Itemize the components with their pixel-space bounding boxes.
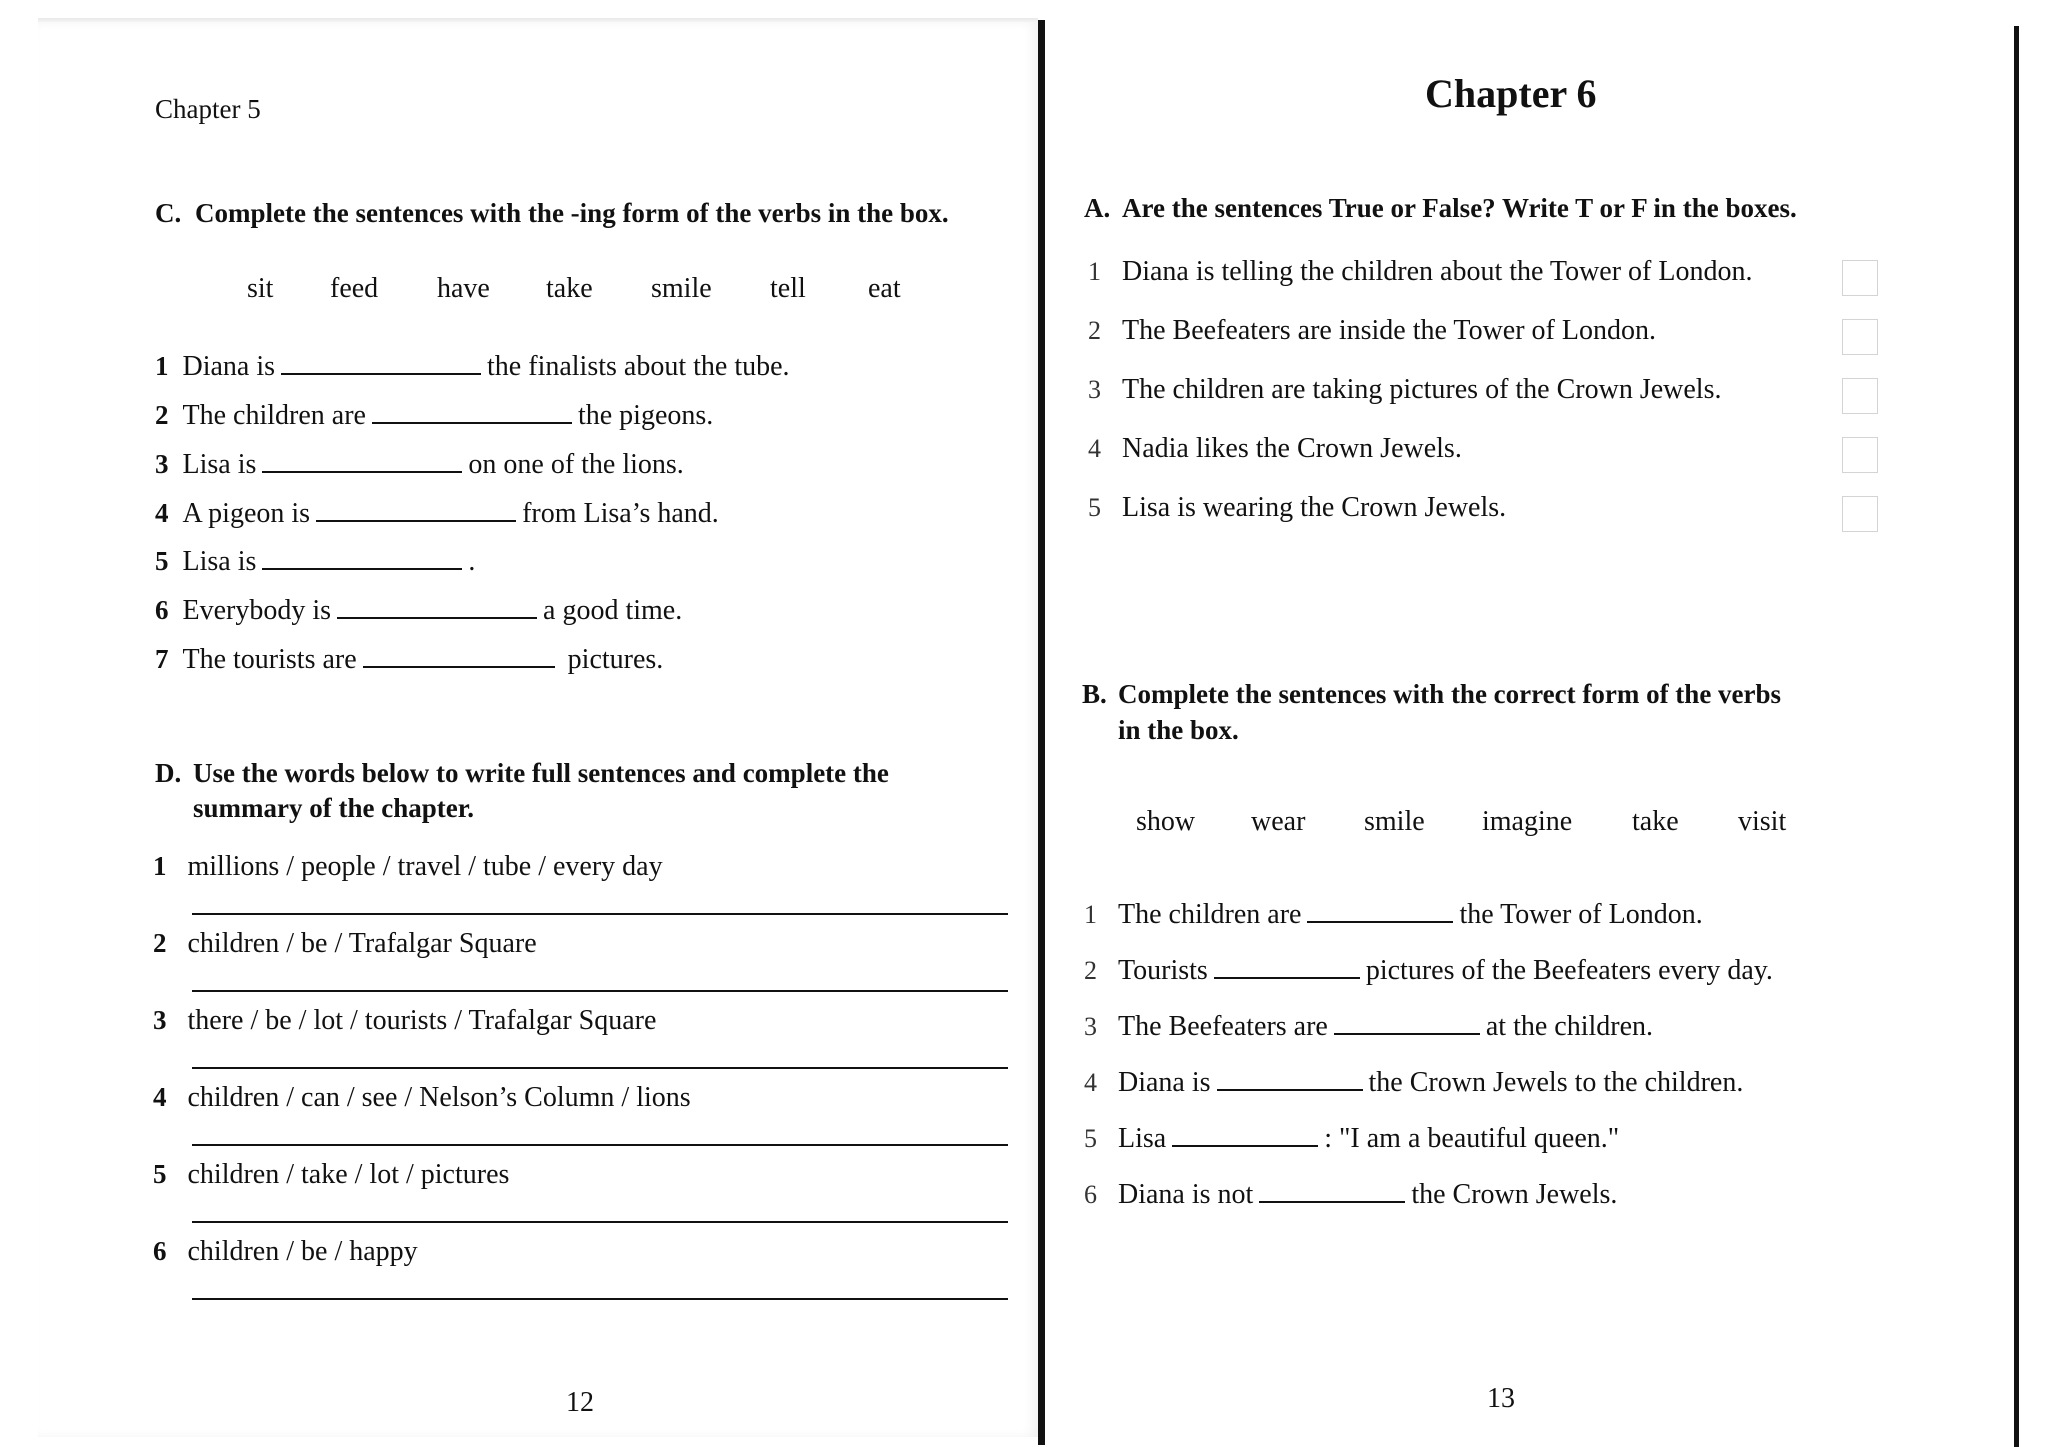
item-number: 5 — [155, 546, 169, 576]
word-box-item: show — [1136, 806, 1196, 837]
chapter-title: Chapter 6 — [1425, 71, 1597, 116]
item-number: 3 — [155, 449, 169, 479]
word-box-item: take — [546, 273, 593, 304]
answer-line[interactable] — [192, 1221, 1008, 1223]
item-prompt: children / be / Trafalgar Square — [187, 928, 537, 959]
exercise-item — [155, 400, 713, 432]
exercise-item — [1084, 1123, 1619, 1155]
item-number: 3 — [1088, 375, 1101, 404]
exercise-item — [1084, 1011, 1653, 1043]
item-statement: The Beefeaters are inside the Tower of London. — [1122, 315, 1656, 346]
page-number: 13 — [1487, 1383, 1515, 1414]
answer-box[interactable] — [1842, 260, 1878, 296]
item-number: 7 — [155, 644, 169, 674]
item-text-after: pictures of the Beefeaters every day. — [1365, 955, 1773, 986]
item-text-before: Diana is not — [1118, 1179, 1254, 1210]
item-number: 2 — [1088, 316, 1101, 345]
item-text-before: Lisa is — [182, 449, 257, 480]
exercise-item — [1084, 1179, 1617, 1211]
item-prompt: children / can / see / Nelson’s Column / lions — [187, 1082, 691, 1113]
fill-blank[interactable] — [1172, 1144, 1318, 1147]
fill-blank[interactable] — [281, 372, 481, 375]
item-number: 4 — [153, 1082, 167, 1112]
fill-blank[interactable] — [316, 519, 516, 522]
exercise-item — [153, 1005, 656, 1037]
fill-blank[interactable] — [1334, 1032, 1480, 1035]
item-number: 6 — [153, 1236, 167, 1266]
item-statement: The children are taking pictures of the Crown Jewels. — [1122, 374, 1722, 405]
exercise-item — [155, 546, 475, 578]
item-text-before: Everybody is — [182, 595, 332, 626]
word-box-item: take — [1632, 806, 1679, 837]
item-statement: Nadia likes the Crown Jewels. — [1122, 433, 1462, 464]
exercise-item — [1084, 1067, 1743, 1099]
fill-blank[interactable] — [337, 616, 537, 619]
item-number: 4 — [1088, 434, 1101, 463]
true-false-item — [1088, 492, 1506, 524]
page-edge — [2014, 26, 2019, 1447]
item-text-after: the Crown Jewels to the children. — [1368, 1067, 1744, 1098]
chapter-label: Chapter 5 — [155, 94, 261, 124]
exercise-item — [153, 928, 537, 960]
answer-line[interactable] — [192, 990, 1008, 992]
item-text-after: the pigeons. — [577, 400, 714, 431]
item-number: 4 — [155, 498, 169, 528]
item-number: 5 — [153, 1159, 167, 1189]
item-prompt: millions / people / travel / tube / every day — [187, 851, 663, 882]
exercise-item — [153, 1159, 509, 1191]
section-d-instruction-line2: summary of the chapter. — [193, 793, 474, 823]
item-text-before: Tourists — [1118, 955, 1208, 986]
fill-blank[interactable] — [262, 470, 462, 473]
exercise-item — [1084, 955, 1773, 987]
word-box-item: imagine — [1482, 806, 1573, 837]
item-statement: Lisa is wearing the Crown Jewels. — [1122, 492, 1507, 523]
item-number: 1 — [1084, 900, 1097, 929]
item-number: 1 — [153, 851, 167, 881]
item-number: 2 — [155, 400, 169, 430]
exercise-item — [155, 595, 682, 627]
true-false-item — [1088, 256, 1752, 288]
item-number: 4 — [1084, 1068, 1097, 1097]
exercise-item — [155, 351, 790, 383]
item-number: 5 — [1088, 493, 1101, 522]
exercise-item — [153, 1236, 418, 1268]
item-number: 2 — [153, 928, 167, 958]
item-text-after: pictures. — [567, 644, 664, 675]
word-box-item: have — [437, 273, 490, 304]
item-text-before: Lisa — [1118, 1123, 1167, 1154]
section-c-letter: C. — [155, 198, 182, 228]
section-b-instruction-line1: Complete the sentences with the correct form of the verbs — [1118, 679, 1782, 709]
item-text-before: A pigeon is — [182, 498, 311, 529]
item-number: 6 — [1084, 1180, 1097, 1209]
answer-line[interactable] — [192, 913, 1008, 915]
answer-line[interactable] — [192, 1144, 1008, 1146]
fill-blank[interactable] — [1259, 1200, 1405, 1203]
fill-blank[interactable] — [1307, 920, 1453, 923]
section-d-letter: D. — [155, 758, 182, 788]
answer-box[interactable] — [1842, 437, 1878, 473]
exercise-item — [155, 449, 684, 481]
exercise-item — [155, 498, 719, 530]
section-a-instruction: Are the sentences True or False? Write T or F in the boxes. — [1122, 193, 1797, 223]
item-text-after: . — [468, 546, 476, 577]
true-false-item — [1088, 433, 1462, 465]
item-text-after: at the children. — [1485, 1011, 1654, 1042]
item-number: 1 — [1088, 257, 1101, 286]
word-box-item: eat — [868, 273, 901, 304]
item-text-after: from Lisa’s hand. — [522, 498, 719, 529]
item-number: 3 — [153, 1005, 167, 1035]
word-box-item: smile — [1364, 806, 1425, 837]
fill-blank[interactable] — [363, 665, 555, 668]
word-box-item: visit — [1738, 806, 1787, 837]
word-box-item: smile — [651, 273, 712, 304]
item-prompt: children / be / happy — [187, 1236, 418, 1267]
fill-blank[interactable] — [1217, 1088, 1363, 1091]
item-number: 5 — [1084, 1124, 1097, 1153]
item-statement: Diana is telling the children about the Tower of London. — [1122, 256, 1753, 287]
item-text-before: Diana is — [182, 351, 276, 382]
item-text-after: the finalists about the tube. — [487, 351, 790, 382]
item-text-after: : "I am a beautiful queen." — [1324, 1123, 1620, 1154]
exercise-item — [1084, 899, 1703, 931]
exercise-item — [153, 851, 663, 883]
item-number: 6 — [155, 595, 169, 625]
answer-box[interactable] — [1842, 496, 1878, 532]
section-a-letter: A. — [1084, 193, 1111, 223]
item-text-after: the Crown Jewels. — [1411, 1179, 1618, 1210]
item-prompt: there / be / lot / tourists / Trafalgar Square — [187, 1005, 657, 1036]
page-number: 12 — [566, 1387, 594, 1418]
item-number: 3 — [1084, 1012, 1097, 1041]
item-number: 2 — [1084, 956, 1097, 985]
item-text-before: Diana is — [1118, 1067, 1211, 1098]
item-text-before: The Beefeaters are — [1118, 1011, 1328, 1042]
section-b-letter: B. — [1082, 679, 1107, 709]
answer-box[interactable] — [1842, 319, 1878, 355]
exercise-item — [155, 644, 663, 676]
fill-blank[interactable] — [372, 421, 572, 424]
section-d-instruction-line1: Use the words below to write full sentences and complete the — [193, 758, 889, 788]
true-false-item — [1088, 315, 1656, 347]
item-text-before: The children are — [1118, 899, 1302, 930]
fill-blank[interactable] — [1214, 976, 1360, 979]
answer-box[interactable] — [1842, 378, 1878, 414]
item-text-after: on one of the lions. — [468, 449, 684, 480]
item-text-before: Lisa is — [182, 546, 257, 577]
item-number: 1 — [155, 351, 169, 381]
word-box-item: feed — [330, 273, 379, 304]
true-false-item — [1088, 374, 1721, 406]
item-text-after: the Tower of London. — [1459, 899, 1703, 930]
word-box-item: sit — [247, 273, 274, 304]
item-text-after: a good time. — [543, 595, 683, 626]
answer-line[interactable] — [192, 1067, 1008, 1069]
word-box-item: wear — [1251, 806, 1306, 837]
exercise-item — [153, 1082, 691, 1114]
item-text-before: The children are — [182, 400, 366, 431]
word-box-item: tell — [770, 273, 806, 304]
section-c-instruction: Complete the sentences with the -ing form of the verbs in the box. — [195, 198, 949, 228]
book-spine — [1038, 20, 1045, 1445]
item-prompt: children / take / lot / pictures — [187, 1159, 510, 1190]
fill-blank[interactable] — [262, 567, 462, 570]
answer-line[interactable] — [192, 1298, 1008, 1300]
item-text-before: The tourists are — [182, 644, 357, 675]
section-b-instruction-line2: in the box. — [1118, 715, 1239, 745]
left-page — [38, 22, 1038, 1437]
